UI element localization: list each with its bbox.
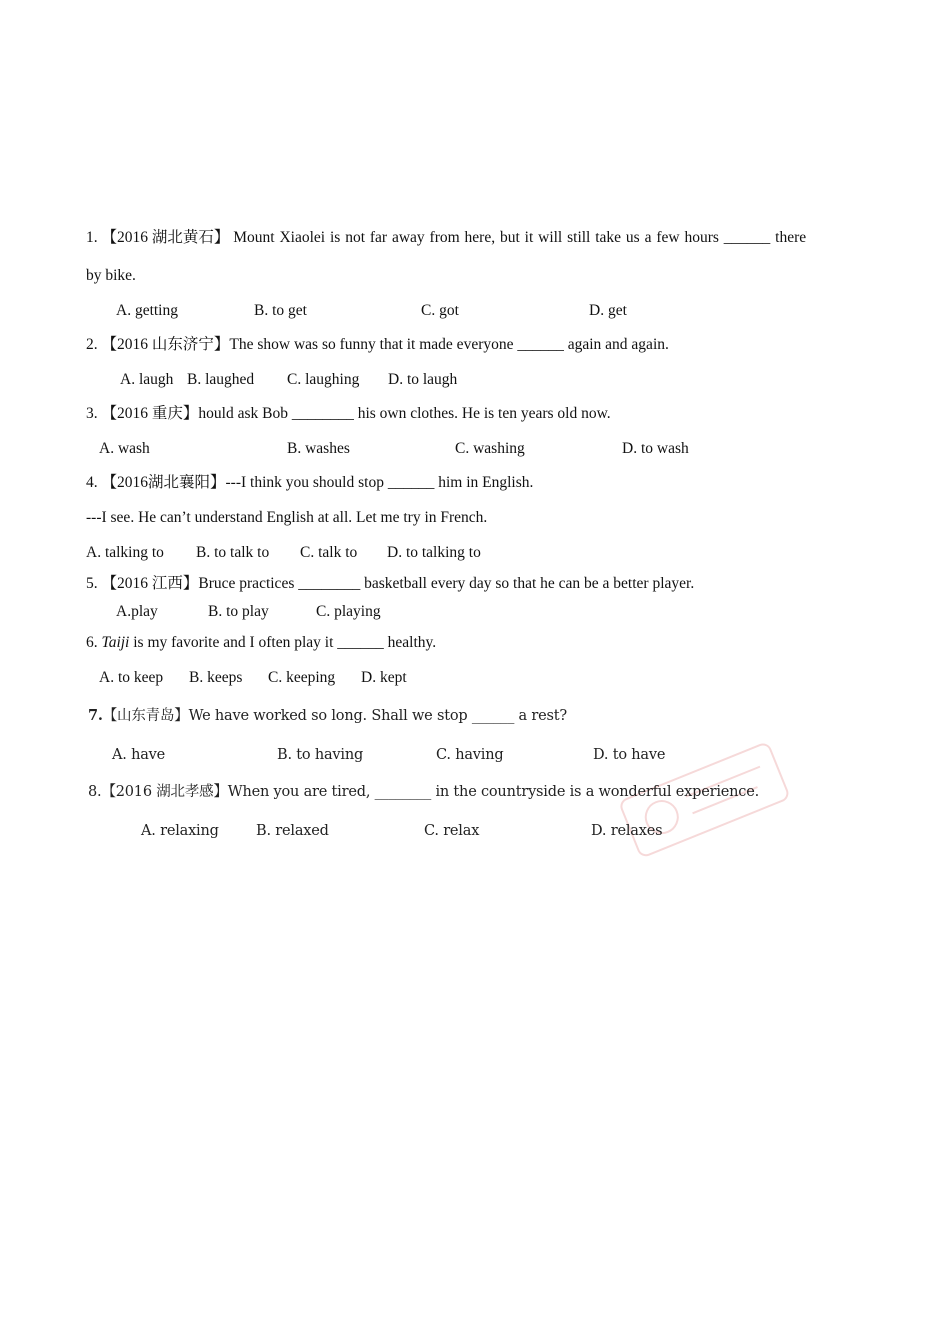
question-8-option-d: D. relaxes — [591, 823, 663, 839]
question-source-tag: 【2016 江西】 — [101, 575, 199, 592]
question-5-option-b: B. to play — [208, 603, 269, 620]
question-3-option-b: B. washes — [287, 440, 350, 457]
question-2-option-d: D. to laugh — [388, 371, 458, 388]
question-source-tag: 【山东青岛】 — [102, 708, 189, 724]
question-2-option-b: B. laughed — [187, 371, 255, 388]
question-2-option-c: C. laughing — [287, 371, 360, 388]
question-6-option-c: C. keeping — [268, 669, 336, 686]
question-8-option-b: B. relaxed — [256, 823, 329, 839]
question-3-option-c: C. washing — [455, 440, 525, 457]
question-number: 1. — [86, 229, 98, 246]
question-6-stem — [86, 633, 436, 653]
question-8-option-a: A. relaxing — [141, 823, 219, 839]
question-text: When you are tired, ________ in the countryside is a wonderful experience. — [227, 784, 760, 800]
question-4-option-d: D. to talking to — [387, 544, 481, 561]
question-1-stem-continued: by bike. — [86, 267, 136, 284]
question-number: 8. — [88, 784, 102, 800]
question-6-option-a: A. to keep — [99, 669, 164, 686]
question-text: Bruce practices ________ basketball every day so that he can be a better player. — [198, 575, 695, 592]
question-3-option-a: A. wash — [99, 440, 150, 457]
question-5-option-c: C. playing — [316, 603, 381, 620]
question-source-tag: 【2016湖北襄阳】 — [101, 474, 226, 491]
question-1-stem — [86, 228, 806, 248]
question-number: 2. — [86, 336, 98, 353]
question-text: The show was so funny that it made everyone ______ again and again. — [229, 336, 669, 353]
question-7-option-c: C. having — [436, 747, 504, 763]
question-7-option-a: A. have — [112, 747, 166, 763]
question-1-option-d: D. get — [589, 302, 627, 319]
question-3-option-d: D. to wash — [622, 440, 689, 457]
question-1-option-c: C. got — [421, 302, 459, 319]
question-italic-term: Taiji — [101, 634, 130, 651]
question-4-option-a: A. talking to — [86, 544, 164, 561]
question-7-option-b: B. to having — [277, 747, 364, 763]
question-4-option-b: B. to talk to — [196, 544, 270, 561]
question-5-stem — [86, 574, 694, 594]
question-8-option-c: C. relax — [424, 823, 480, 839]
question-8-stem — [88, 782, 759, 802]
question-text: We have worked so long. Shall we stop ______ a rest? — [188, 708, 567, 724]
question-source-tag: 【2016 重庆】 — [101, 405, 199, 422]
question-text: Mount Xiaolei is not far away from here, but it will still take us a few hours ______ there — [233, 229, 807, 246]
question-2-stem — [86, 335, 669, 355]
question-number: 6. — [86, 634, 98, 651]
question-6-option-d: D. kept — [361, 669, 407, 686]
question-source-tag: 【2016 山东济宁】 — [101, 336, 230, 353]
question-5-option-a: A.play — [116, 603, 158, 620]
question-2-option-a: A. laugh — [120, 371, 174, 388]
question-4-response: ---I see. He can’t understand English at all. Let me try in French. — [86, 509, 488, 526]
question-source-tag: 【2016 湖北黄石】 — [101, 229, 230, 246]
question-1-option-b: B. to get — [254, 302, 307, 319]
question-1-option-a: A. getting — [116, 302, 178, 319]
question-6-option-b: B. keeps — [189, 669, 243, 686]
question-7-option-d: D. to have — [593, 747, 666, 763]
question-4-stem — [86, 473, 533, 493]
question-number: 3. — [86, 405, 98, 422]
question-3-stem — [86, 404, 611, 424]
question-number: 5. — [86, 575, 98, 592]
question-text: hould ask Bob ________ his own clothes. He is ten years old now. — [198, 405, 611, 422]
question-4-option-c: C. talk to — [300, 544, 358, 561]
question-7-stem — [88, 706, 567, 726]
question-text: is my favorite and I often play it ______ healthy. — [129, 634, 437, 651]
question-number: 7. — [88, 707, 103, 724]
question-text: ---I think you should stop ______ him in English. — [225, 474, 534, 491]
question-number: 4. — [86, 474, 98, 491]
question-source-tag: 【2016 湖北孝感】 — [101, 784, 228, 800]
